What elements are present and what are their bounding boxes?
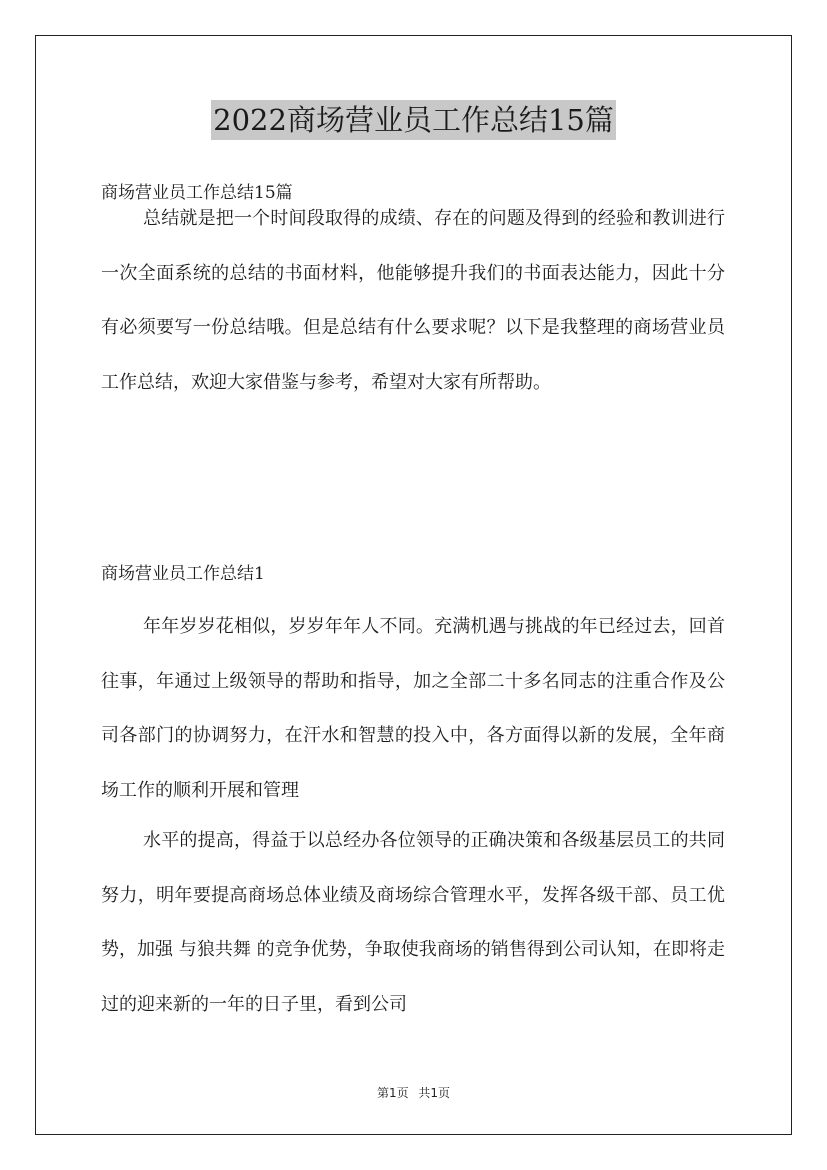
section-1-paragraph-2: 水平的提高，得益于以总经办各位领导的正确决策和各级基层员工的共同努力，明年要提高商场总体业绩及商场综合管理水平，发挥各级干部、员工优势，加强 与狼共舞 的竞争优势，争取使我商场的销售得到公司认知，在即将走过的迎来新的一年的日子里，看到公司: [101, 830, 725, 1015]
document-subtitle: 商场营业员工作总结15篇: [101, 183, 293, 203]
page-footer: [0, 1084, 827, 1101]
intro-paragraph: 总结就是把一个时间段取得的成绩、存在的问题及得到的经验和教训进行一次全面系统的总结的书面材料，他能够提升我们的书面表达能力，因此十分有必须要写一份总结哦。但是总结有什么要求呢？以下是我整理的商场营业员工作总结，欢迎大家借鉴与参考，希望对大家有所帮助。: [101, 208, 725, 393]
title-container: [0, 100, 827, 140]
document-title: 2022商场营业员工作总结15篇: [211, 100, 616, 140]
section-1-paragraph-1: 年年岁岁花相似，岁岁年年人不同。充满机遇与挑战的年已经过去，回首往事，年通过上级领导的帮助和指导，加之全部二十多名同志的注重合作及公司各部门的协调努力，在汗水和智慧的投入中，各方面得以新的发展，全年商场工作的顺利开展和管理: [101, 616, 725, 801]
section-1-heading: 商场营业员工作总结1: [101, 564, 265, 584]
page-number: 第1页: [376, 1086, 409, 1100]
page-total: 共1页: [418, 1086, 451, 1100]
